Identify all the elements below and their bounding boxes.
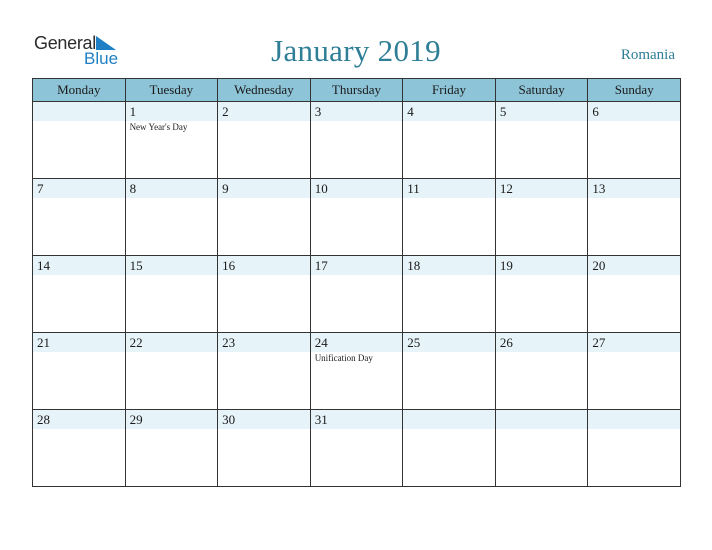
day-number: 10 [314,181,328,196]
country-label: Romania [620,47,675,63]
day-number: 5 [499,104,507,119]
day-cell [495,410,588,487]
weekday-header: Saturday [495,79,588,102]
weekday-header: Thursday [310,79,403,102]
day-number: 30 [222,412,236,427]
day-cell [125,333,218,410]
day-cell [33,333,126,410]
weekday-header-row [33,79,681,102]
day-cell [310,179,403,256]
day-cell [495,179,588,256]
weekday-header: Wednesday [218,79,311,102]
day-number: 15 [129,258,143,273]
logo-general-text: General [34,33,96,53]
week-row [33,410,681,487]
day-cell [218,333,311,410]
week-row [33,333,681,410]
page-title: January 2019 [271,33,441,68]
day-cell-band [33,102,125,121]
day-cell [588,256,681,333]
day-number: 18 [407,258,421,273]
day-cell [403,410,496,487]
day-cell-band [403,410,495,429]
day-cell [403,333,496,410]
day-cell [218,256,311,333]
day-cell [33,179,126,256]
day-number: 29 [129,412,143,427]
day-number [496,410,588,411]
day-cell [403,179,496,256]
day-cell [588,102,681,179]
day-number: 3 [314,104,322,119]
day-cell [403,102,496,179]
day-number: 27 [592,335,606,350]
weekday-header: Friday [403,79,496,102]
day-cell [588,410,681,487]
weekday-header: Sunday [588,79,681,102]
day-cell [310,256,403,333]
day-number: 24 [314,335,328,350]
calendar-grid [32,78,681,487]
day-cell-band [588,410,680,429]
day-number: 14 [37,258,50,273]
day-cell [310,333,403,410]
day-number: 4 [407,104,414,119]
day-cell [125,102,218,179]
day-number: 1 [129,104,137,119]
day-cell [495,256,588,333]
day-number: 2 [222,104,229,119]
day-cell [495,102,588,179]
day-number: 22 [129,335,143,350]
day-cell [218,102,311,179]
day-cell [218,179,311,256]
day-cell [125,256,218,333]
day-number: 7 [37,181,44,196]
day-number: 23 [222,335,236,350]
day-cell [218,410,311,487]
day-cell [588,333,681,410]
day-cell [125,179,218,256]
weekday-header: Tuesday [125,79,218,102]
day-cell [495,333,588,410]
day-number: 20 [592,258,606,273]
day-number: 13 [592,181,606,196]
day-number: 26 [499,335,513,350]
day-number: 9 [222,181,229,196]
day-cell [403,256,496,333]
day-number: 11 [407,181,420,196]
holiday-label: New Year's Day [129,122,188,132]
day-cell [33,256,126,333]
day-number: 8 [129,181,137,196]
day-number: 6 [592,104,599,119]
day-number: 31 [314,412,328,427]
day-cell [310,102,403,179]
day-number: 17 [314,258,328,273]
day-cell [588,179,681,256]
day-number: 16 [222,258,236,273]
day-number: 28 [37,412,50,427]
day-number: 21 [37,335,50,350]
day-cell [125,410,218,487]
day-cell [33,102,126,179]
week-row [33,256,681,333]
day-number: 25 [407,335,421,350]
day-number: 12 [499,181,513,196]
week-row [33,179,681,256]
holiday-label: Unification Day [314,353,373,363]
day-number [33,102,125,103]
calendar-weeks [33,102,681,487]
day-number [588,410,680,411]
day-cell [33,410,126,487]
day-number: 19 [499,258,513,273]
week-row [33,102,681,179]
logo-blue-text: Blue [84,49,119,68]
weekday-header: Monday [33,79,126,102]
day-cell [310,410,403,487]
day-number [403,410,495,411]
day-cell-band [496,410,588,429]
